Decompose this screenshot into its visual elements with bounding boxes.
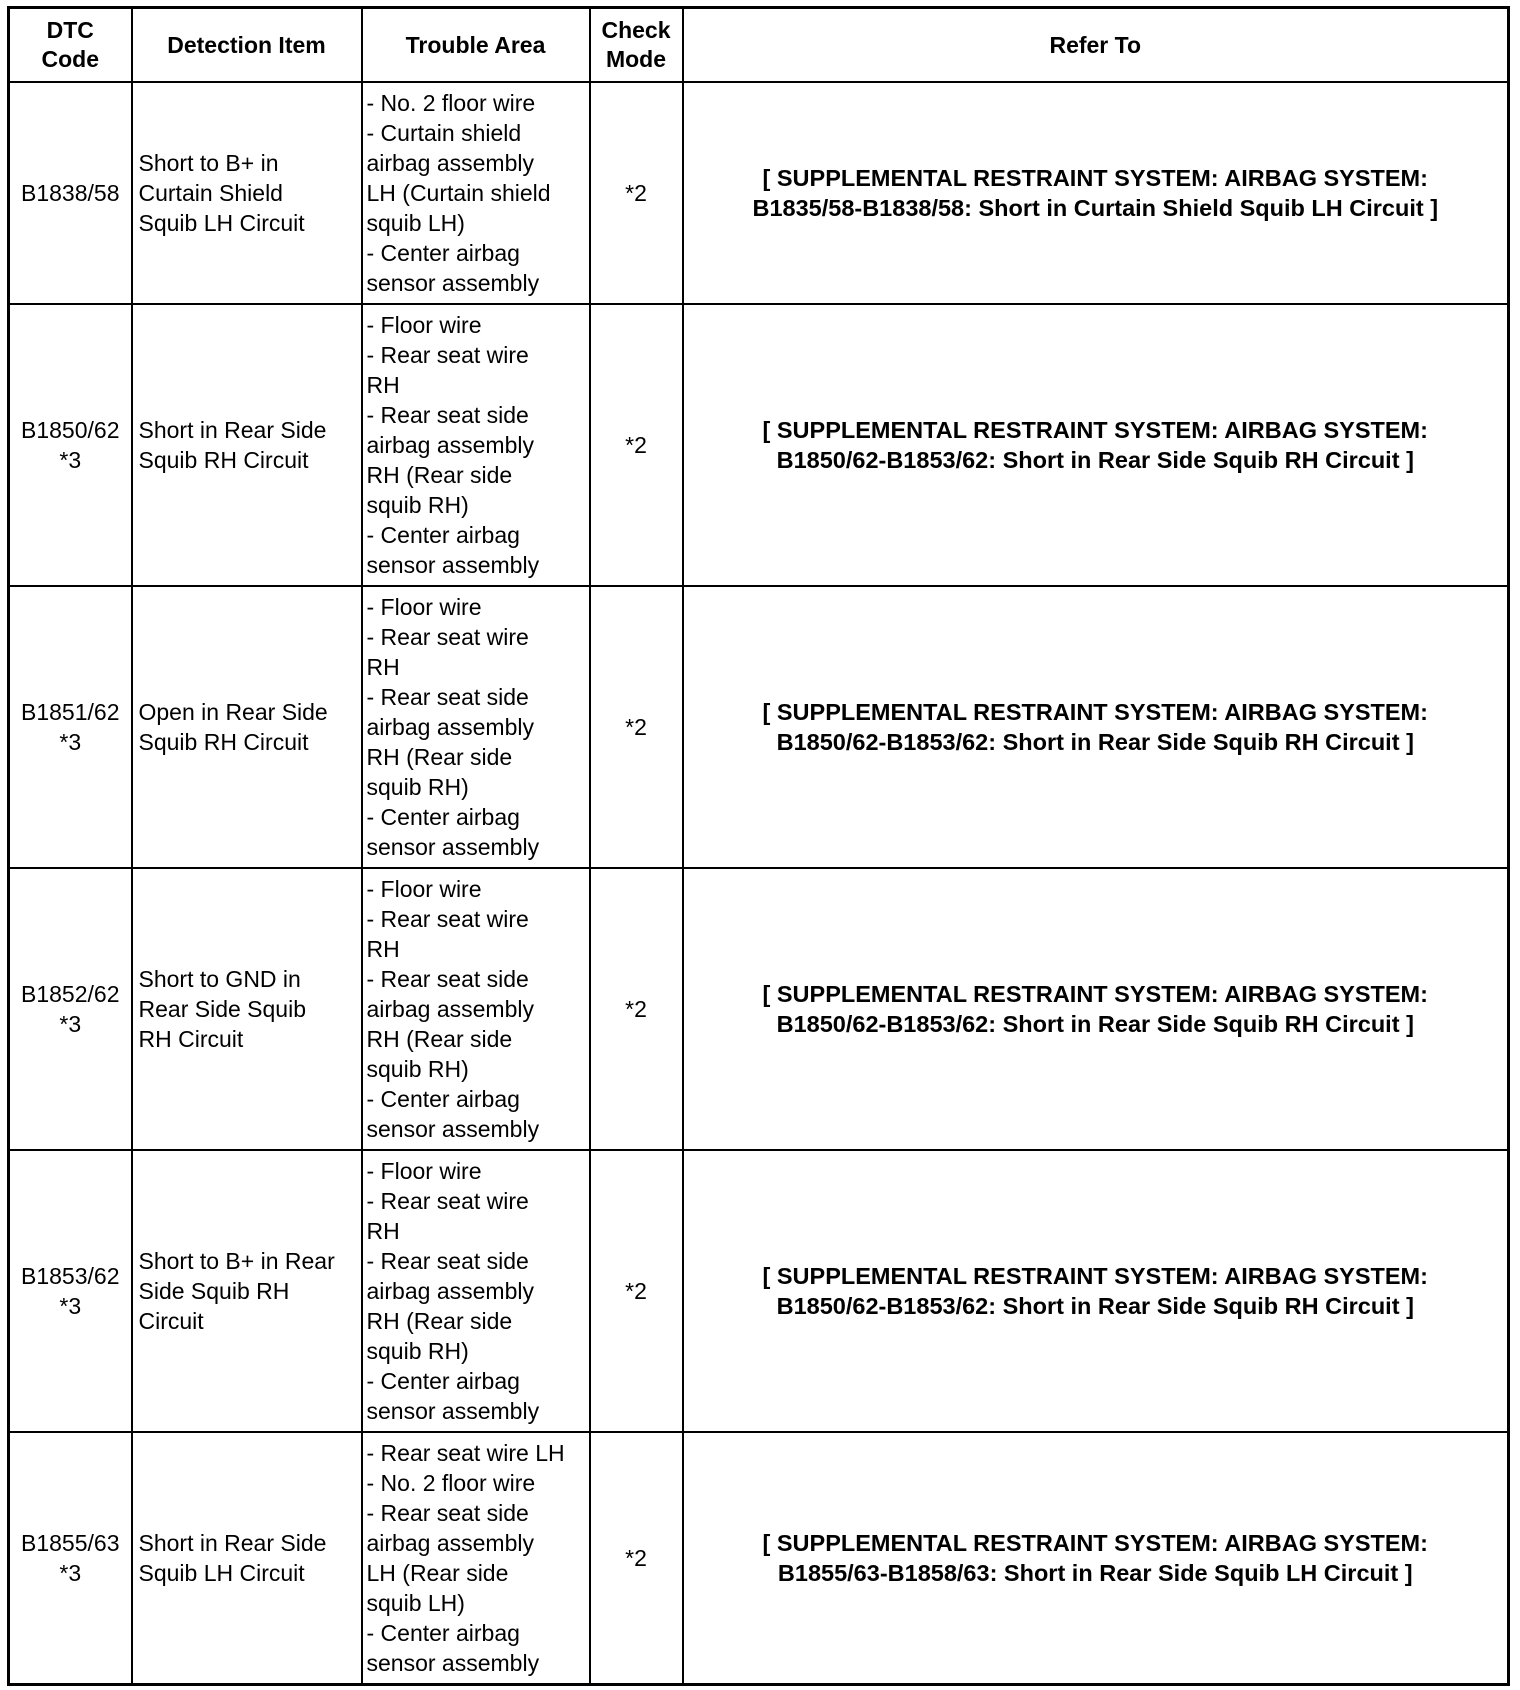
cell-line: squib RH) — [366, 1338, 469, 1364]
cell-line: airbag assembly — [366, 996, 534, 1022]
dtc-code-cell — [9, 868, 132, 1150]
cell-line: - Rear seat side — [366, 684, 529, 710]
cell-line: Short to B+ in Rear — [138, 1248, 335, 1274]
trouble-area-cell — [362, 868, 590, 1150]
cell-line: Curtain Shield — [138, 180, 283, 206]
cell-line: RH — [366, 654, 400, 680]
cell-line: - Center airbag — [366, 522, 520, 548]
cell-line: - Center airbag — [366, 1086, 520, 1112]
cell-line: - Rear seat side — [366, 1499, 529, 1526]
cell-line: *3 — [59, 729, 82, 755]
cell-line: RH (Rear side — [366, 1026, 513, 1052]
cell-line: Squib RH Circuit — [138, 447, 309, 473]
table-row — [9, 1150, 1509, 1432]
cell-line: B1850/62-B1853/62: Short in Rear Side Squib RH Circuit ] — [776, 729, 1414, 755]
cell-line: [ SUPPLEMENTAL RESTRAINT SYSTEM: AIRBAG SYSTEM: — [762, 981, 1428, 1007]
cell-line: B1852/62 — [21, 981, 120, 1007]
check-mode-cell: *2 — [590, 868, 683, 1150]
cell-line: - Rear seat wire LH — [366, 1439, 565, 1466]
check-mode-cell: *2 — [590, 1150, 683, 1432]
cell-line: - No. 2 floor wire — [366, 1469, 536, 1496]
check-mode-cell: *2 — [590, 1432, 683, 1684]
cell-line: B1850/62 — [21, 417, 120, 443]
cell-line: airbag assembly — [366, 150, 534, 176]
cell-line: Side Squib RH — [138, 1278, 290, 1304]
table-row — [9, 1432, 1509, 1684]
cell-line: B1835/58-B1838/58: Short in Curtain Shield Squib LH Circuit ] — [752, 195, 1439, 221]
cell-line: Squib LH Circuit — [138, 1559, 305, 1586]
cell-line: - Floor wire — [366, 876, 482, 902]
cell-line: airbag assembly — [366, 714, 534, 740]
cell-line: Short in Rear Side — [138, 1529, 327, 1556]
check-mode-cell: *2 — [590, 82, 683, 304]
cell-line: RH (Rear side — [366, 1308, 513, 1334]
cell-line: sensor assembly — [366, 1116, 540, 1142]
cell-line: Open in Rear Side — [138, 699, 328, 725]
cell-line: Rear Side Squib — [138, 996, 306, 1022]
cell-line: [ SUPPLEMENTAL RESTRAINT SYSTEM: AIRBAG SYSTEM: — [762, 1263, 1428, 1289]
cell-line: Squib LH Circuit — [138, 210, 305, 236]
cell-line: B1855/63-B1858/63: Short in Rear Side Squib LH Circuit ] — [777, 1559, 1413, 1586]
cell-line: RH — [366, 372, 400, 398]
cell-line: *3 — [59, 1559, 82, 1586]
cell-line: B1850/62-B1853/62: Short in Rear Side Squib RH Circuit ] — [776, 447, 1414, 473]
detection-item-cell — [132, 586, 362, 868]
cell-line: - Rear seat wire — [366, 1188, 529, 1214]
cell-line: squib RH) — [366, 774, 469, 800]
cell-line: [ SUPPLEMENTAL RESTRAINT SYSTEM: AIRBAG SYSTEM: — [762, 417, 1428, 443]
cell-line: - Floor wire — [366, 1158, 482, 1184]
cell-line: - Rear seat wire — [366, 342, 529, 368]
header-refer-to: Refer To — [683, 8, 1509, 83]
cell-line: airbag assembly — [366, 1529, 534, 1556]
table-header-row — [9, 8, 1509, 83]
trouble-area-cell — [362, 586, 590, 868]
cell-line: B1838/58 — [21, 180, 120, 206]
cell-line: B1850/62-B1853/62: Short in Rear Side Squib RH Circuit ] — [776, 1011, 1414, 1037]
check-mode-cell: *2 — [590, 586, 683, 868]
dtc-code-cell — [9, 1432, 132, 1684]
table-row — [9, 304, 1509, 586]
check-mode-cell: *2 — [590, 304, 683, 586]
refer-to-link[interactable] — [683, 82, 1509, 304]
refer-to-link[interactable] — [683, 586, 1509, 868]
cell-line: sensor assembly — [366, 552, 540, 578]
cell-line: sensor assembly — [366, 1649, 540, 1676]
cell-line: airbag assembly — [366, 1278, 534, 1304]
cell-line: sensor assembly — [366, 1398, 540, 1424]
dtc-table — [7, 6, 1510, 1686]
detection-item-cell — [132, 82, 362, 304]
cell-line: - Curtain shield — [366, 120, 522, 146]
cell-line: *3 — [59, 1293, 82, 1319]
cell-line: LH (Rear side — [366, 1559, 509, 1586]
cell-line: Short to B+ in — [138, 150, 279, 176]
cell-line: - Center airbag — [366, 1619, 520, 1646]
cell-line: Short to GND in — [138, 966, 301, 992]
cell-line: RH Circuit — [138, 1026, 244, 1052]
refer-to-link[interactable] — [683, 868, 1509, 1150]
detection-item-cell — [132, 304, 362, 586]
cell-line: Squib RH Circuit — [138, 729, 309, 755]
trouble-area-cell — [362, 304, 590, 586]
cell-line: B1851/62 — [21, 699, 120, 725]
cell-line: RH (Rear side — [366, 462, 513, 488]
cell-line: LH (Curtain shield — [366, 180, 551, 206]
cell-line: sensor assembly — [366, 834, 540, 860]
detection-item-cell — [132, 1150, 362, 1432]
cell-line: Short in Rear Side — [138, 417, 327, 443]
cell-line: - Rear seat side — [366, 1248, 529, 1274]
cell-line: - Center airbag — [366, 240, 520, 266]
dtc-code-cell — [9, 1150, 132, 1432]
cell-line: squib RH) — [366, 1056, 469, 1082]
cell-line: RH — [366, 1218, 400, 1244]
header-check-mode: Check Mode — [590, 8, 683, 83]
cell-line: [ SUPPLEMENTAL RESTRAINT SYSTEM: AIRBAG SYSTEM: — [762, 165, 1428, 191]
cell-line: squib LH) — [366, 1589, 465, 1616]
cell-line: squib LH) — [366, 210, 465, 236]
trouble-area-cell — [362, 1432, 590, 1684]
cell-line: B1850/62-B1853/62: Short in Rear Side Squib RH Circuit ] — [776, 1293, 1414, 1319]
cell-line: - Center airbag — [366, 1368, 520, 1394]
cell-line: - Rear seat wire — [366, 906, 529, 932]
header-trouble-area: Trouble Area — [362, 8, 590, 83]
cell-line: airbag assembly — [366, 432, 534, 458]
cell-line: - Rear seat side — [366, 402, 529, 428]
header-detection-item: Detection Item — [132, 8, 362, 83]
header-dtc-code: DTC Code — [9, 8, 132, 83]
cell-line: - Rear seat wire — [366, 624, 529, 650]
cell-line: - No. 2 floor wire — [366, 90, 536, 116]
dtc-code-cell — [9, 304, 132, 586]
cell-line: RH (Rear side — [366, 744, 513, 770]
table-body — [9, 82, 1509, 1684]
cell-line: - Rear seat side — [366, 966, 529, 992]
cell-line: *3 — [59, 1011, 82, 1037]
cell-line: Circuit — [138, 1308, 204, 1334]
cell-line: sensor assembly — [366, 270, 540, 296]
cell-line: squib RH) — [366, 492, 469, 518]
table-row — [9, 868, 1509, 1150]
cell-line: [ SUPPLEMENTAL RESTRAINT SYSTEM: AIRBAG SYSTEM: — [762, 1529, 1428, 1556]
cell-line: B1855/63 — [21, 1529, 120, 1556]
trouble-area-cell — [362, 82, 590, 304]
cell-line: [ SUPPLEMENTAL RESTRAINT SYSTEM: AIRBAG SYSTEM: — [762, 699, 1428, 725]
cell-line: - Center airbag — [366, 804, 520, 830]
table-row — [9, 586, 1509, 868]
trouble-area-cell — [362, 1150, 590, 1432]
refer-to-link[interactable] — [683, 1432, 1509, 1684]
cell-line: *3 — [59, 447, 82, 473]
refer-to-link[interactable] — [683, 1150, 1509, 1432]
refer-to-link[interactable] — [683, 304, 1509, 586]
cell-line: - Floor wire — [366, 312, 482, 338]
detection-item-cell — [132, 868, 362, 1150]
cell-line: - Floor wire — [366, 594, 482, 620]
table-row — [9, 82, 1509, 304]
dtc-code-cell — [9, 586, 132, 868]
cell-line: B1853/62 — [21, 1263, 120, 1289]
cell-line: RH — [366, 936, 400, 962]
dtc-code-cell — [9, 82, 132, 304]
detection-item-cell — [132, 1432, 362, 1684]
